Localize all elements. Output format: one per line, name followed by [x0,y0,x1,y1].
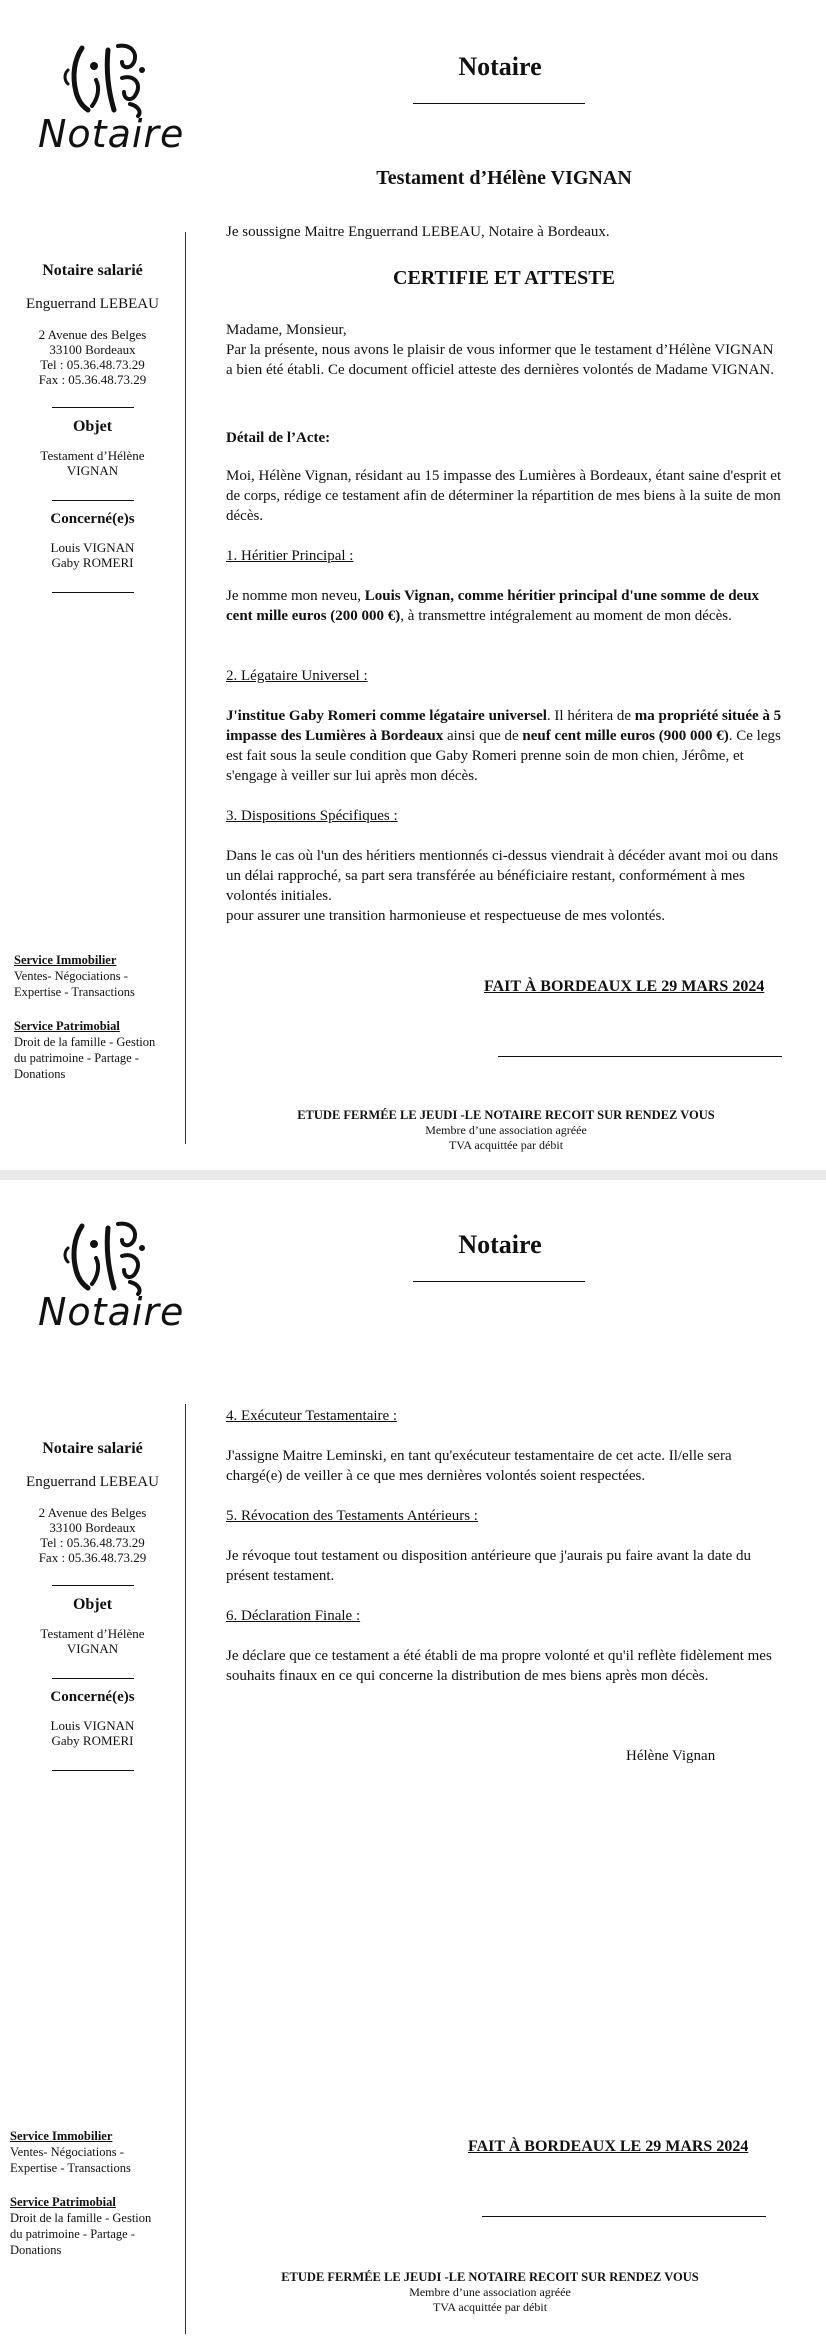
concerne-item: Gaby ROMERI [51,555,134,570]
footer-line: ETUDE FERMÉE LE JEUDI -LE NOTAIRE RECOIT SUR RENDEZ VOUS [297,1108,715,1122]
section-paragraph: Je déclare que ce testament a été établi de ma propre volonté et qu'il reflète fidèlement mes souhaits finaux en ce qui concerne la distribution de mes biens après mon décès. [226,1648,772,1684]
declarant-paragraph: Moi, Hélène Vignan, résidant au 15 impasse des Lumières à Bordeaux, étant saine d'esprit et de corps, rédige ce testament afin de déterminer la répartition de mes biens à la suite de mon décès. [226,468,782,524]
section-heading: 1. Héritier Principal : [226,548,354,564]
section-paragraph: pour assurer une transition harmonieuse et respectueuse de mes volontés. [226,908,666,924]
section-heading: 5. Révocation des Testaments Antérieurs : [226,1508,478,1524]
bold-run: ma propriété située à 5 impasse des Lumières à Bordeaux [226,708,782,744]
section-heading: 3. Dispositions Spécifiques : [226,808,398,824]
notaire-emblem-icon [38,1218,178,1296]
service-immobilier [14,952,174,1000]
section-paragraph: Dans le cas où l'un des héritiers mentionnés ci-dessus viendrait à décéder avant moi ou dans un délai rapproché, sa part sera transférée au bénéficiaire restant, conformément à mes volontés initiales. [226,848,779,904]
objet-value [0,448,185,478]
concerne-item: Louis VIGNAN [50,540,135,555]
service-immobilier [10,2128,170,2176]
service-line: Droit de la famille - Gestion [14,1035,156,1049]
service-title: Service Patrimobial [14,1019,120,1033]
text-run: . Ce legs est fait sous la seule condition que Gaby Romeri prenne soin de mon chien, Jérôme, et s'engage à veiller sur lui après mon décès. [226,728,781,784]
notary-name: Enguerrand LEBEAU [26,1474,159,1490]
address-line1: 2 Avenue des Belges [38,1505,147,1520]
service-patrimobial [10,2194,170,2258]
page-1 [0,0,826,1170]
service-line: du patrimoine - Partage - [14,1051,139,1065]
service-title: Service Patrimobial [10,2195,116,2209]
service-line: du patrimoine - Partage - [10,2227,135,2241]
signature-line [498,1056,782,1057]
sidebar-rule [52,1585,134,1586]
footer-line: ETUDE FERMÉE LE JEUDI -LE NOTAIRE RECOIT SUR RENDEZ VOUS [281,2270,699,2284]
text-run: ainsi que de [443,728,523,744]
notaire-emblem-icon [38,40,178,118]
objet-line2: VIGNAN [66,463,119,478]
sidebar-divider [185,1404,186,2334]
salutation: Madame, Monsieur, [226,322,347,338]
section-paragraph [226,586,782,626]
notary-address [0,327,185,387]
fait-a-bordeaux: FAIT À BORDEAUX LE 29 MARS 2024 [484,978,765,995]
text-run: , à transmettre intégralement au moment de mon décès. [400,608,732,624]
text-run: Je nomme mon neveu, [226,588,365,604]
logo-wordmark: Notaire [38,1290,185,1334]
concernes-list [0,540,185,570]
certifie-heading: CERTIFIE ET ATTESTE [393,267,615,289]
concernes-list [0,1718,185,1748]
section-heading: 2. Légataire Universel : [226,668,368,684]
address-line1: 2 Avenue des Belges [38,327,147,342]
sidebar-rule [52,1678,134,1679]
sidebar-rule [52,407,134,408]
notary-name: Enguerrand LEBEAU [26,296,159,312]
objet-line1: Testament d’Hélène [40,1626,145,1641]
sidebar-rule [52,1770,134,1771]
objet-line2: VIGNAN [66,1641,119,1656]
service-line: Donations [14,1067,66,1081]
footer [170,2270,810,2315]
fax-number: Fax : 05.36.48.73.29 [38,372,147,387]
bold-run: neuf cent mille euros (900 000 €) [522,728,729,744]
notary-role: Notaire salarié [42,1440,143,1457]
signature-name: Hélène Vignan [626,1748,716,1764]
section-heading: 4. Exécuteur Testamentaire : [226,1408,398,1424]
notaire-logo [38,40,185,170]
tel-number: Tel : 05.36.48.73.29 [40,1535,145,1550]
service-line: Donations [10,2243,62,2257]
document-title: Testament d’Hélène VIGNAN [376,167,632,189]
page-2 [0,1180,826,2350]
footer-line: Membre d’une association agréée [409,2285,571,2299]
concernes-label: Concerné(e)s [50,511,135,527]
section-paragraph: J'assigne Maitre Leminski, en tant qu'exécuteur testamentaire de cet acte. Il/elle sera chargé(e) de veiller à ce que mes dernières volontés soient respectées. [226,1448,732,1484]
objet-label: Objet [72,418,113,435]
service-patrimobial [14,1018,174,1082]
notaire-logo [38,1218,185,1348]
concernes-label: Concerné(e)s [50,1689,135,1705]
concerne-item: Louis VIGNAN [50,1718,135,1733]
objet-line1: Testament d’Hélène [40,448,145,463]
header-rule [413,103,585,104]
objet-label: Objet [72,1596,113,1613]
sidebar-divider [185,232,186,1144]
concerne-item: Gaby ROMERI [51,1733,134,1748]
bold-run: Louis Vignan, comme héritier principal d'une somme de deux cent mille euros (200 000 €) [226,588,760,624]
sidebar [0,262,185,593]
signature-line [482,2216,766,2217]
service-line: Expertise - Transactions [10,2161,131,2175]
service-line: Ventes- Négociations - [14,969,128,983]
header-title: Notaire [458,1230,542,1259]
header-rule [413,1281,585,1282]
logo-wordmark: Notaire [38,112,185,156]
footer-line: Membre d’une association agréée [425,1123,587,1137]
footer [186,1108,826,1153]
service-line: Ventes- Négociations - [10,2145,124,2159]
text-run: . Il héritera de [546,708,635,724]
service-title: Service Immobilier [10,2129,113,2143]
tel-number: Tel : 05.36.48.73.29 [40,357,145,372]
footer-line: TVA acquittée par débit [448,1138,564,1152]
detail-heading: Détail de l’Acte: [226,430,331,446]
intro-paragraph: Par la présente, nous avons le plaisir de vous informer que le testament d’Hélène VIGNAN a bien été établi. Ce document officiel atteste des dernières volontés de Madame VIGNAN. [226,342,775,378]
section-paragraph: Je révoque tout testament ou disposition antérieure que j'aurais pu faire avant la date du présent testament. [226,1548,752,1584]
header-title: Notaire [458,52,542,81]
intro-line: Je soussigne Maitre Enguerrand LEBEAU, Notaire à Bordeaux. [226,224,610,240]
service-title: Service Immobilier [14,953,117,967]
sidebar-rule [52,500,134,501]
notary-address [0,1505,185,1565]
address-line2: 33100 Bordeaux [49,342,136,357]
sidebar [0,1440,185,1771]
service-line: Expertise - Transactions [14,985,135,999]
section-paragraph [226,706,782,786]
objet-value [0,1626,185,1656]
fax-number: Fax : 05.36.48.73.29 [38,1550,147,1565]
service-line: Droit de la famille - Gestion [10,2211,152,2225]
section-heading: 6. Déclaration Finale : [226,1608,361,1624]
bold-run: J'institue Gaby Romeri comme légataire universel [226,708,547,724]
notary-role: Notaire salarié [42,262,143,279]
footer-line: TVA acquittée par débit [432,2300,548,2314]
sidebar-rule [52,592,134,593]
fait-a-bordeaux: FAIT À BORDEAUX LE 29 MARS 2024 [468,2138,749,2155]
address-line2: 33100 Bordeaux [49,1520,136,1535]
